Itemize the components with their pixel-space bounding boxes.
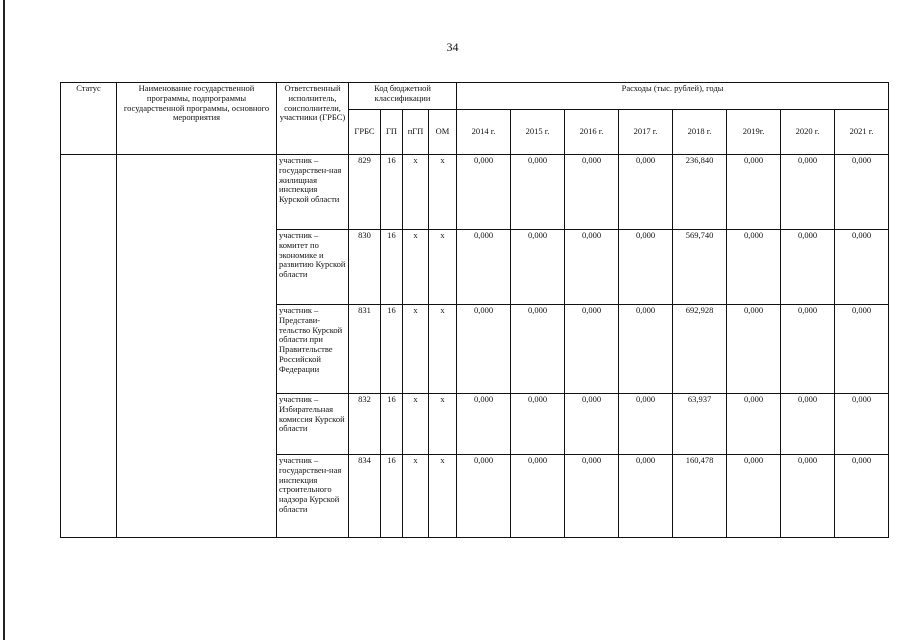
value-2016-cell: 0,000 [565,305,619,394]
table-header-row [61,83,889,110]
value-2018-cell: 63,937 [673,394,727,455]
header-pgp: пГП [403,110,429,155]
grbs-cell: 832 [349,394,381,455]
header-om: ОМ [429,110,457,155]
value-2020-cell: 0,000 [781,455,835,538]
value-2020-cell: 0,000 [781,155,835,230]
value-2018-cell: 692,928 [673,305,727,394]
value-2019-cell: 0,000 [727,230,781,305]
executor-cell: участник – Избирательная комиссия Курской области [277,394,349,455]
header-year-2020: 2020 г. [781,110,835,155]
value-2015-cell: 0,000 [511,394,565,455]
value-2017-cell: 0,000 [619,155,673,230]
pgp-cell: х [403,155,429,230]
header-gp: ГП [381,110,403,155]
value-2020-cell: 0,000 [781,394,835,455]
value-2019-cell: 0,000 [727,155,781,230]
value-2014-cell: 0,000 [457,455,511,538]
value-2019-cell: 0,000 [727,455,781,538]
value-2018-cell: 236,840 [673,155,727,230]
pgp-cell: х [403,305,429,394]
om-cell: х [429,394,457,455]
executor-cell: участник – Представи-тельство Курской области при Правительстве Российской Федерации [277,305,349,394]
value-2015-cell: 0,000 [511,230,565,305]
header-status: Статус [61,83,117,155]
executor-cell: участник – государствен-ная инспекция строительного надзора Курской области [277,455,349,538]
value-2017-cell: 0,000 [619,455,673,538]
value-2019-cell: 0,000 [727,305,781,394]
om-cell: х [429,230,457,305]
header-year-2021: 2021 г. [835,110,889,155]
gp-cell: 16 [381,305,403,394]
pgp-cell: х [403,230,429,305]
om-cell: х [429,155,457,230]
header-year-2015: 2015 г. [511,110,565,155]
value-2021-cell: 0,000 [835,230,889,305]
header-year-2014: 2014 г. [457,110,511,155]
executor-cell: участник – государствен-ная жилищная инспекция Курской области [277,155,349,230]
value-2016-cell: 0,000 [565,155,619,230]
status-cell [61,155,117,538]
gp-cell: 16 [381,155,403,230]
value-2014-cell: 0,000 [457,305,511,394]
value-2017-cell: 0,000 [619,305,673,394]
header-program-name: Наименование государственной программы, подпрограммы государственной программы, основного мероприятия [117,83,277,155]
gp-cell: 16 [381,394,403,455]
value-2021-cell: 0,000 [835,305,889,394]
grbs-cell: 830 [349,230,381,305]
executor-cell: участник – комитет по экономике и развитию Курской области [277,230,349,305]
value-2018-cell: 569,740 [673,230,727,305]
value-2019-cell: 0,000 [727,394,781,455]
value-2017-cell: 0,000 [619,394,673,455]
value-2020-cell: 0,000 [781,305,835,394]
header-year-2018: 2018 г. [673,110,727,155]
gp-cell: 16 [381,455,403,538]
header-year-2017: 2017 г. [619,110,673,155]
header-year-2016: 2016 г. [565,110,619,155]
value-2021-cell: 0,000 [835,455,889,538]
value-2020-cell: 0,000 [781,230,835,305]
value-2021-cell: 0,000 [835,394,889,455]
grbs-cell: 834 [349,455,381,538]
program-name-cell [117,155,277,538]
header-year-2019: 2019г. [727,110,781,155]
header-grbs: ГРБС [349,110,381,155]
scan-edge-line [3,0,5,640]
page-number: 34 [446,40,459,54]
header-expenses: Расходы (тыс. рублей), годы [457,83,889,110]
value-2016-cell: 0,000 [565,455,619,538]
value-2015-cell: 0,000 [511,455,565,538]
value-2021-cell: 0,000 [835,155,889,230]
om-cell: х [429,305,457,394]
pgp-cell: х [403,455,429,538]
grbs-cell: 829 [349,155,381,230]
table-row [61,155,889,230]
value-2016-cell: 0,000 [565,230,619,305]
value-2014-cell: 0,000 [457,394,511,455]
gp-cell: 16 [381,230,403,305]
header-budget-code: Код бюджетной классификации [349,83,457,110]
grbs-cell: 831 [349,305,381,394]
value-2015-cell: 0,000 [511,155,565,230]
value-2015-cell: 0,000 [511,305,565,394]
value-2017-cell: 0,000 [619,230,673,305]
value-2014-cell: 0,000 [457,155,511,230]
om-cell: х [429,455,457,538]
value-2018-cell: 160,478 [673,455,727,538]
budget-table [60,82,889,538]
value-2014-cell: 0,000 [457,230,511,305]
pgp-cell: х [403,394,429,455]
value-2016-cell: 0,000 [565,394,619,455]
header-executor: Ответственный исполнитель, соисполнители, участники (ГРБС) [277,83,349,155]
